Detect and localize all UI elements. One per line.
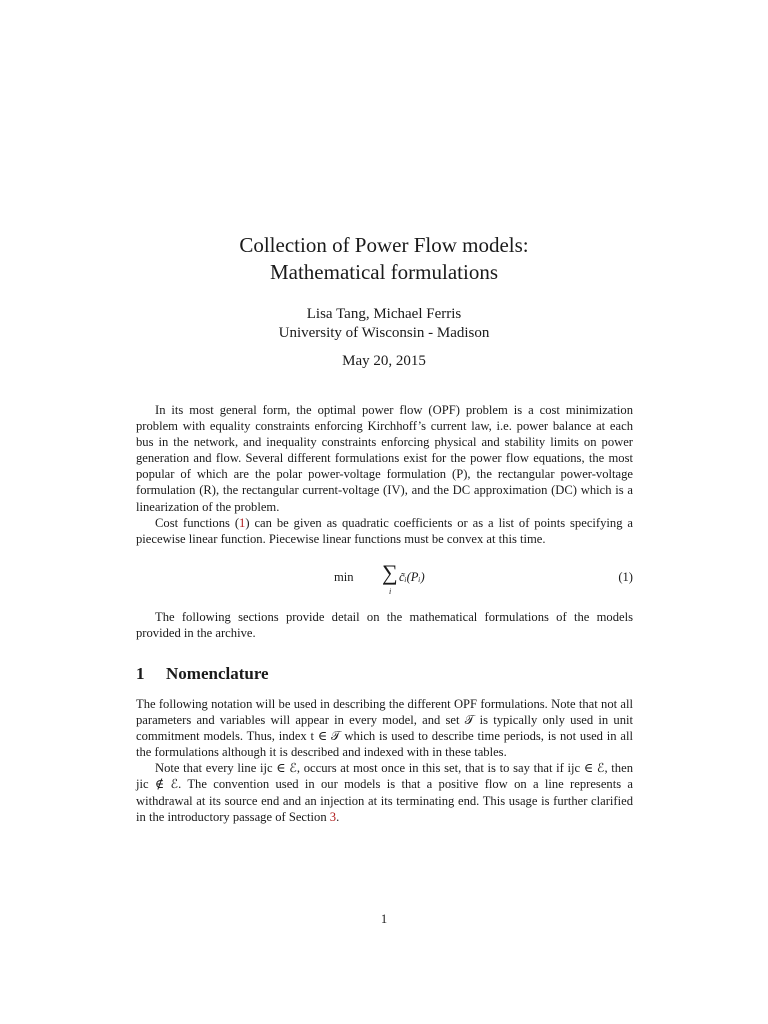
page-number: 1 [380,912,388,926]
following-paragraph [136,609,633,641]
following-text: The following sections provide detail on the mathematical formulations of the models provided in the archive. [136,610,633,641]
paper-date: May 20, 2015 [342,353,426,369]
paper-title [0,232,768,286]
section-p2-text-before: Note that every line ijc ∈ ℰ, occurs at most once in this set, that is to say that if ijc ∈ ℰ, then jic ∉ ℰ. The convention used in our models is that a positive flow on a line represents a withdrawal at its source end and an injection at its terminating end. This usage is further clarified in the introductory passage of Section [136,761,633,824]
author-affiliation: University of Wisconsin - Madison [278,325,490,341]
abstract-p2-text-before: Cost functions ( [155,515,240,530]
abstract-paragraph-1: In its most general form, the optimal power flow (OPF) problem is a cost minimization problem with equality constraints enforcing Kirchhoff’s current law, i.e. power balance at each bus in the network, and inequality constraints enforcing physical and stability limits on power generation and flow. Several different formulations exist for the power flow equations, the most popular of which are the polar power-voltage formulation (P), the rectangular power-voltage formulation (R), the rectangular current-voltage (IV), and the DC approximation (DC) which is a linearization of the problem. [136,403,633,514]
section-paragraph-1: The following notation will be used in describing the different OPF formulations. Note that not all parameters and variables will appear in every model, and set 𝒯 is typically only used in unit commitment models. Thus, index t ∈ 𝒯 which is used to describe time periods, is not used in all the formulations although it is described and indexed with in these tables. [136,697,633,760]
summation-symbol: ∑ [382,560,398,585]
title-line-2: Mathematical formulations [269,260,499,284]
section-paragraph-2 [136,760,633,824]
equation-term: c̃ᵢ(Pᵢ) [399,570,425,584]
abstract-paragraph-2 [136,515,633,547]
section-number: 1 [136,664,145,683]
summation-index: i [389,587,392,596]
equation-ref-link[interactable]: 1 [239,515,246,530]
title-line-1: Collection of Power Flow models: [239,233,529,257]
abstract-p2-text-after: ) can be given as quadratic coefficients or as a list of points specifying a piecewise linear function. Piecewise linear functions must be convex at this time. [136,515,634,546]
equation-number: (1) [618,570,633,584]
section-body [136,696,633,825]
equation-1 [136,560,633,602]
section-heading [136,663,269,685]
author-names: Lisa Tang, Michael Ferris [306,306,462,322]
equation-operator: min [334,570,354,584]
section-title: Nomenclature [166,664,269,683]
section-p2-text-after: . [336,809,340,824]
abstract [136,402,633,547]
section-ref-link[interactable]: 3 [329,809,337,824]
author-block [0,305,768,343]
